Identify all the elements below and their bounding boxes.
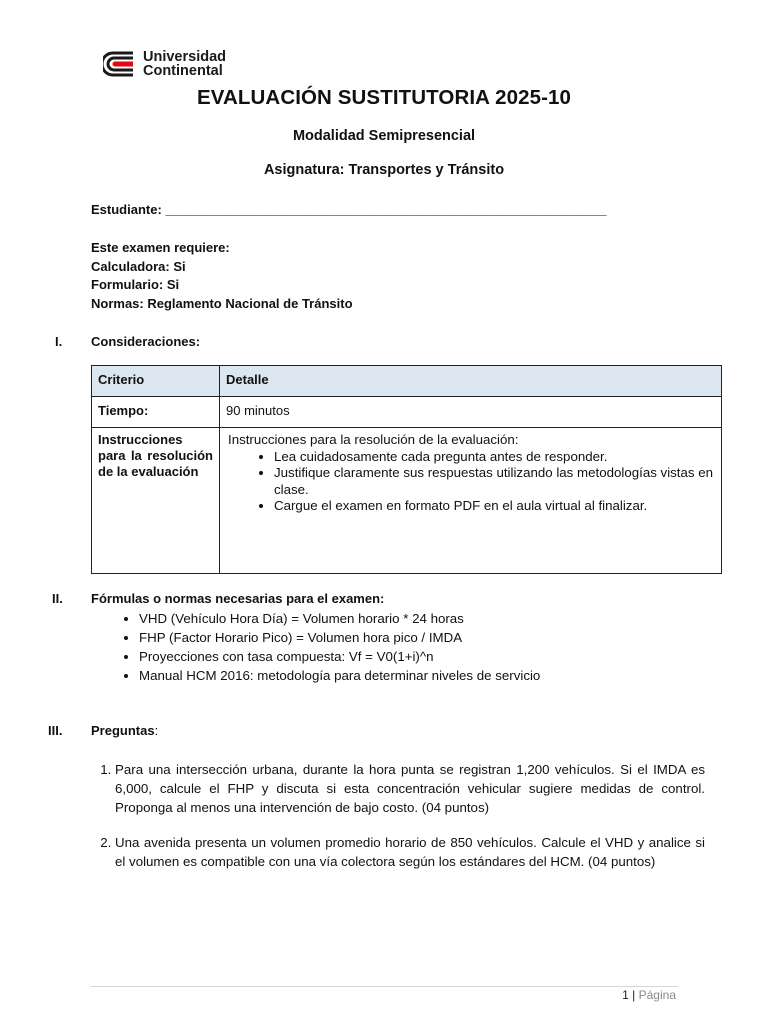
formulary-requirement: Formulario: Si bbox=[91, 277, 180, 292]
instructions-detail bbox=[220, 428, 722, 574]
section-2-number: II. bbox=[52, 591, 63, 606]
student-line bbox=[91, 202, 606, 217]
university-logo bbox=[103, 50, 226, 78]
page-word: Página bbox=[638, 988, 676, 1002]
page-number: 1 bbox=[622, 988, 629, 1002]
exam-title: EVALUACIÓN SUSTITUTORIA 2025-10 bbox=[196, 86, 572, 109]
instructions-intro: Instrucciones para la resolución de la evaluación: bbox=[228, 432, 519, 447]
modality-subtitle: Modalidad Semipresencial bbox=[292, 128, 476, 144]
question-item: 1. Para una intersección urbana, durante la hora punta se registran 1,200 vehículos. Si el IMDA es 6,000, calcule el FHP y discuta si esta concentración vehicular sugiere medidas de control. Proponga al menos una intervención de bajo costo. (04 puntos) bbox=[115, 760, 705, 817]
footer-divider bbox=[91, 986, 678, 987]
formulas-list bbox=[91, 609, 739, 685]
section-3-title-wrap bbox=[91, 723, 158, 738]
considerations-table bbox=[91, 365, 722, 574]
instructions-list bbox=[228, 449, 715, 515]
page-separator: | bbox=[632, 988, 636, 1002]
logo-mark-icon bbox=[103, 50, 139, 78]
table-row-instructions bbox=[92, 428, 722, 574]
question-item: 2. Una avenida presenta un volumen promedio horario de 850 vehículos. Calcule el VHD y analice si el volumen es compatible con una vía colectora según los estándares del HCM. (04 puntos) bbox=[115, 833, 705, 871]
logo-line-1: Universidad bbox=[143, 49, 226, 65]
questions-list bbox=[91, 760, 705, 871]
formula-item: • Proyecciones con tasa compuesta: Vf = V0(1+i)^n bbox=[139, 647, 739, 666]
logo-text bbox=[143, 50, 226, 78]
formula-item: • FHP (Factor Horario Pico) = Volumen hora pico / IMDA bbox=[139, 628, 739, 647]
requirements-heading: Este examen requiere: bbox=[91, 240, 230, 255]
instructions-label: Instrucciones para la resolución de la evaluación bbox=[92, 428, 220, 574]
table-header-row bbox=[92, 366, 722, 397]
section-1-title: Consideraciones: bbox=[91, 334, 201, 349]
logo-line-2: Continental bbox=[143, 63, 223, 79]
formula-item: • Manual HCM 2016: metodología para determinar niveles de servicio bbox=[139, 666, 739, 685]
instruction-item: • Justifique claramente sus respuestas utilizando las metodologías vistas en clase. bbox=[274, 465, 715, 498]
time-label: Tiempo: bbox=[92, 397, 220, 428]
section-2-title: Fórmulas o normas necesarias para el examen: bbox=[91, 591, 385, 606]
course-subtitle: Asignatura: Transportes y Tránsito bbox=[263, 162, 505, 178]
norms-requirement: Normas: Reglamento Nacional de Tránsito bbox=[91, 296, 353, 311]
student-label: Estudiante: bbox=[91, 202, 162, 217]
instruction-item: • Cargue el examen en formato PDF en el aula virtual al finalizar. bbox=[274, 498, 715, 515]
page-footer bbox=[622, 988, 676, 1002]
section-1-number: I. bbox=[55, 334, 63, 349]
section-3-title: Preguntas bbox=[91, 723, 155, 738]
table-header-criterio: Criterio bbox=[92, 366, 220, 397]
section-3-number: III. bbox=[48, 723, 63, 738]
formula-item: • VHD (Vehículo Hora Día) = Volumen horario * 24 horas bbox=[139, 609, 739, 628]
calculator-requirement: Calculadora: Si bbox=[91, 259, 186, 274]
student-blank: _____________________________________________________________ bbox=[165, 202, 607, 217]
section-3-colon: : bbox=[154, 723, 159, 738]
table-header-detalle: Detalle bbox=[220, 366, 722, 397]
instruction-item: • Lea cuidadosamente cada pregunta antes de responder. bbox=[274, 449, 715, 466]
table-row-time bbox=[92, 397, 722, 428]
time-value: 90 minutos bbox=[220, 397, 722, 428]
